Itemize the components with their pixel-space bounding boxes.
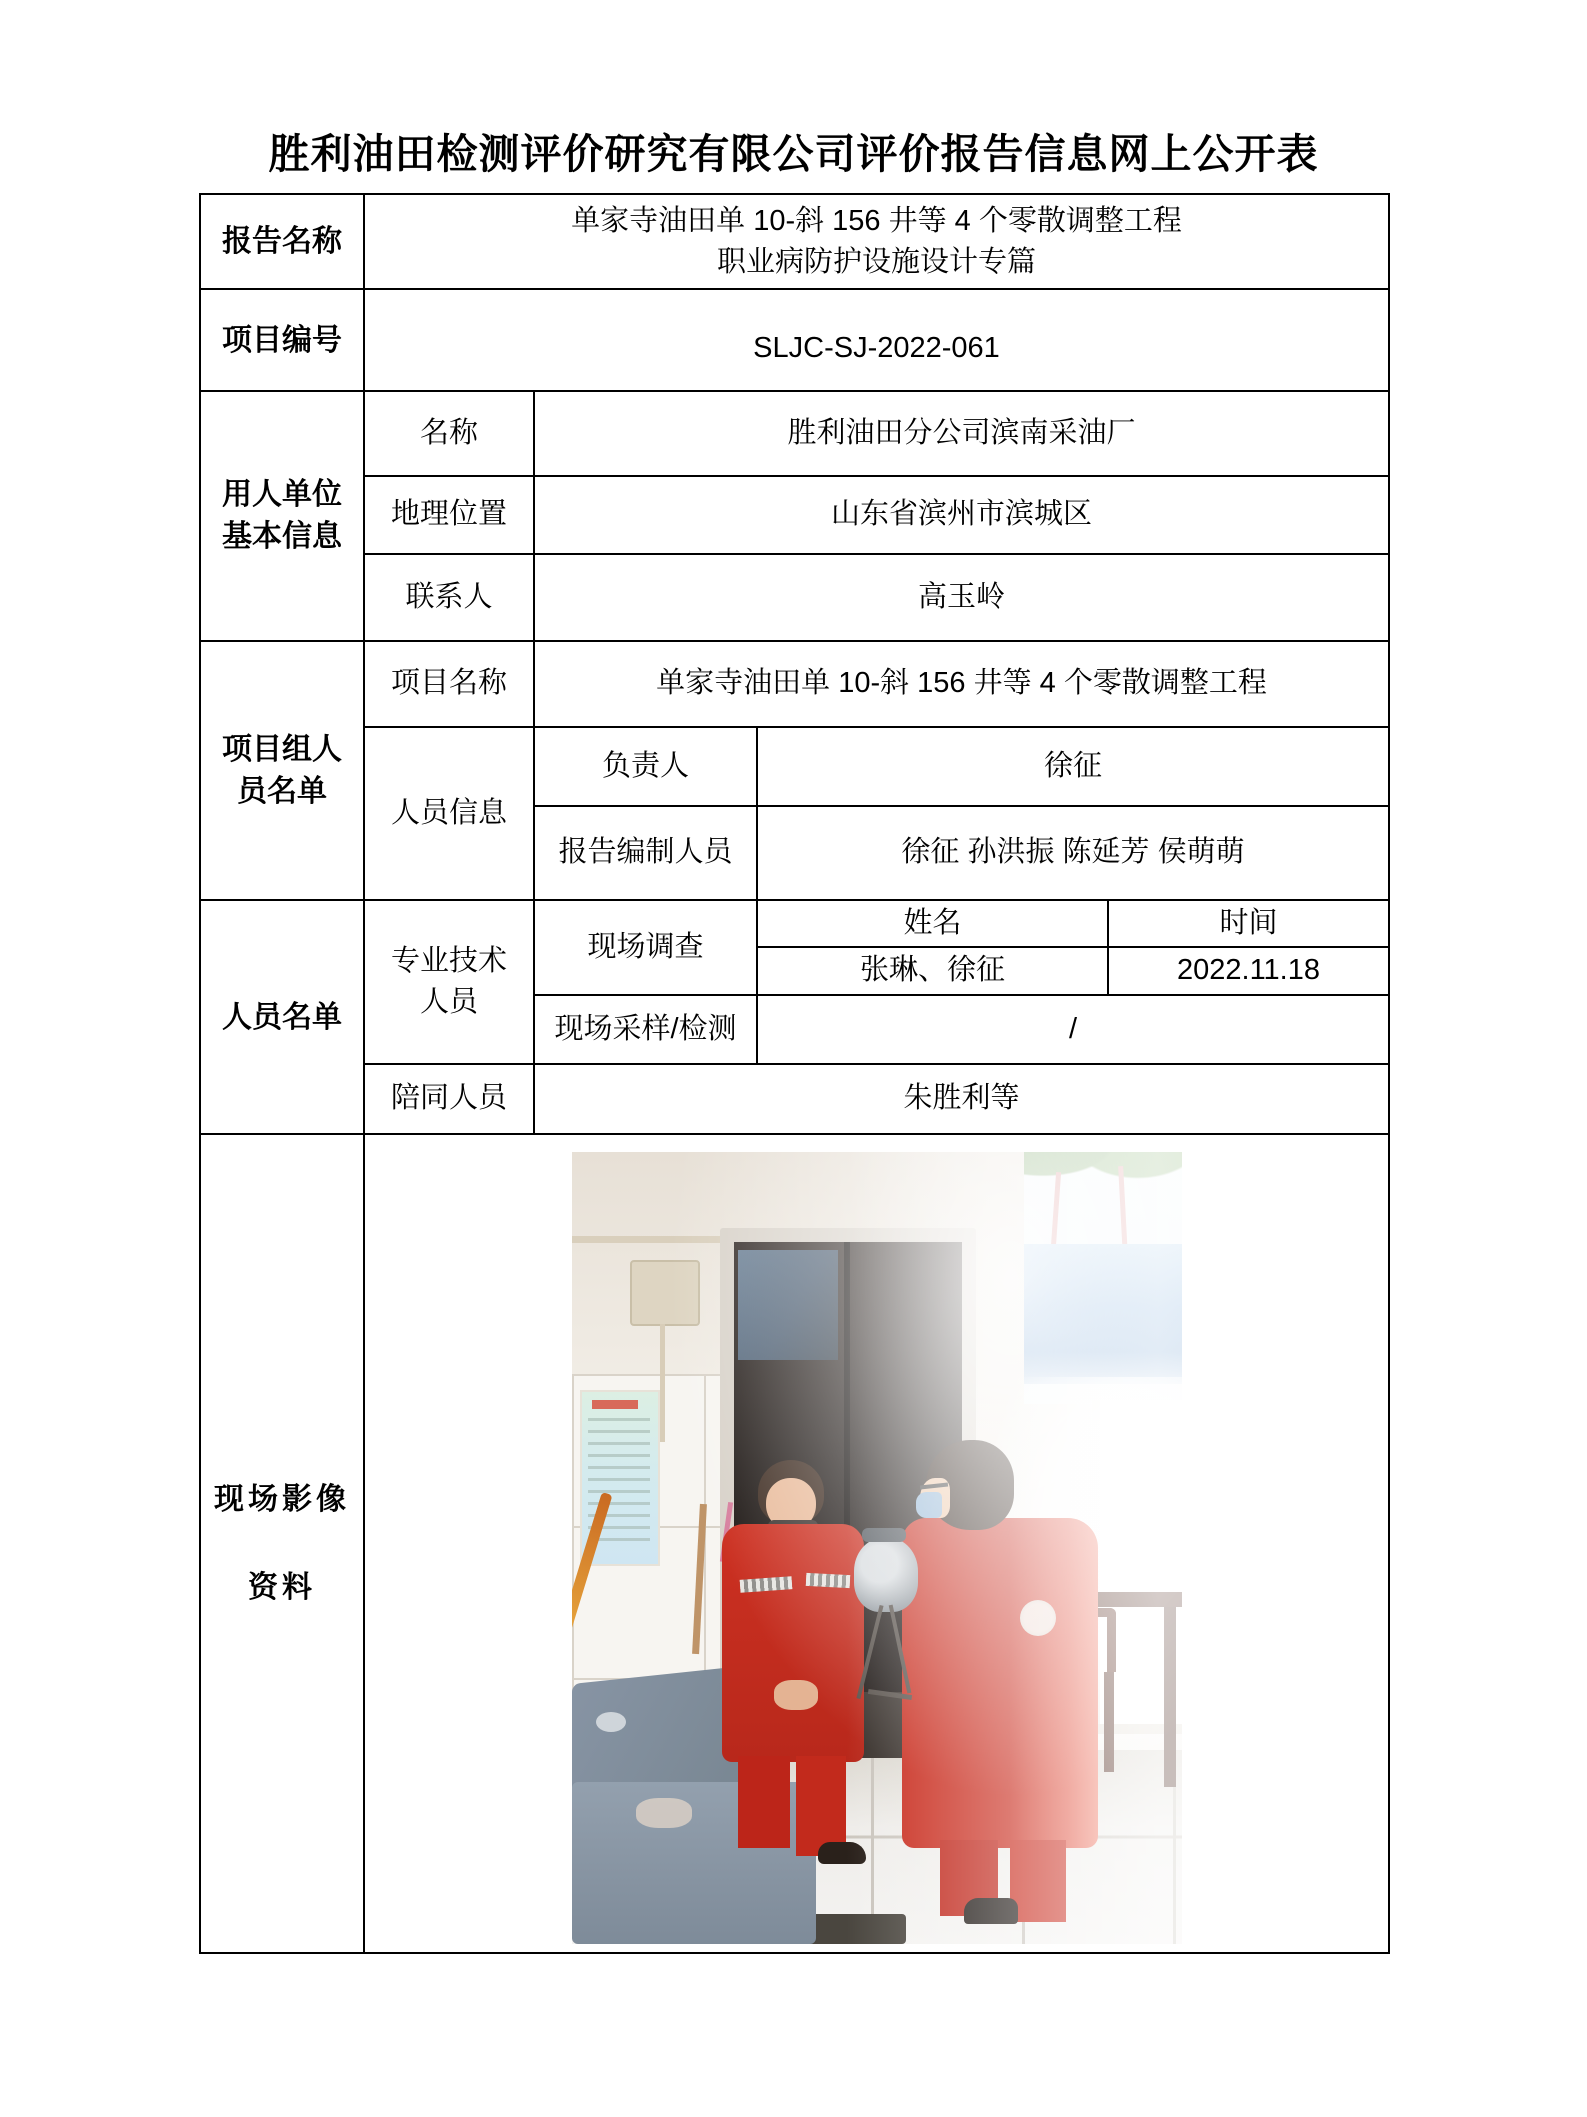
team-project-value: 单家寺油田单 10-斜 156 井等 4 个零散调整工程 — [535, 642, 1388, 728]
employer-section-label: 用人单位 基本信息 — [201, 392, 365, 642]
photo-beach-poster — [1024, 1152, 1182, 1404]
survey-time-value: 2022.11.18 — [1109, 948, 1388, 996]
team-leader-label: 负责人 — [535, 728, 758, 807]
employer-contact-value: 高玉岭 — [535, 555, 1388, 642]
photo-conduit — [572, 1236, 730, 1243]
accompany-label: 陪同人员 — [365, 1065, 535, 1135]
team-info-label: 人员信息 — [365, 728, 535, 901]
accompany-value: 朱胜利等 — [535, 1065, 1388, 1135]
personnel-section-label: 人员名单 — [201, 901, 365, 1135]
media-cell — [365, 1135, 1388, 1952]
photo-worker-left — [722, 1460, 864, 1864]
page-title: 胜利油田检测评价研究有限公司评价报告信息网上公开表 — [268, 131, 1319, 177]
photo-worker-right-jacket — [902, 1518, 1098, 1848]
survey-time-header: 时间 — [1109, 901, 1388, 948]
survey-names-value: 张琳、徐征 — [758, 948, 1109, 996]
project-no-value: SLJC-SJ-2022-061 — [365, 290, 1388, 392]
photo-respirator — [854, 1538, 918, 1612]
photo-worker-right-facemask — [916, 1492, 942, 1518]
team-project-label: 项目名称 — [365, 642, 535, 728]
media-section-label: 现场影像 资料 — [201, 1135, 365, 1952]
employer-name-value: 胜利油田分公司滨南采油厂 — [535, 392, 1388, 477]
photo-worker-left-hands — [774, 1680, 818, 1710]
photo-cord — [660, 1324, 665, 1442]
team-leader-value: 徐征 — [758, 728, 1388, 807]
team-compiler-label: 报告编制人员 — [535, 807, 758, 901]
team-section-label: 项目组人 员名单 — [201, 642, 365, 901]
photo-electrical-box — [630, 1260, 700, 1326]
photo-door-pane — [738, 1250, 838, 1360]
survey-name-header: 姓名 — [758, 901, 1109, 948]
report-name-value — [365, 195, 1388, 290]
employer-name-label: 名称 — [365, 392, 535, 477]
report-name-line2: 职业病防护设施设计专篇 — [716, 245, 1036, 278]
team-compiler-value: 徐征 孙洪振 陈延芳 侯萌萌 — [758, 807, 1388, 901]
photo-worker-right — [902, 1440, 1098, 1934]
sampling-label: 现场采样/检测 — [535, 996, 758, 1065]
personnel-tech-label: 专业技术 人员 — [365, 901, 535, 1065]
employer-location-value: 山东省滨州市滨城区 — [535, 477, 1388, 555]
photo-bin — [802, 1914, 906, 1944]
site-photo — [572, 1152, 1182, 1944]
photo-worker-left-jacket — [722, 1524, 864, 1762]
employer-contact-label: 联系人 — [365, 555, 535, 642]
report-name-label: 报告名称 — [201, 195, 365, 290]
project-no-label: 项目编号 — [201, 290, 365, 392]
sampling-value: / — [758, 996, 1388, 1065]
personnel-survey-label: 现场调查 — [535, 901, 758, 996]
employer-location-label: 地理位置 — [365, 477, 535, 555]
report-name-line1: 单家寺油田单 10-斜 156 井等 4 个零散调整工程 — [571, 204, 1182, 237]
photo-palm-leaves — [1024, 1152, 1182, 1208]
disclosure-table — [199, 193, 1390, 1954]
